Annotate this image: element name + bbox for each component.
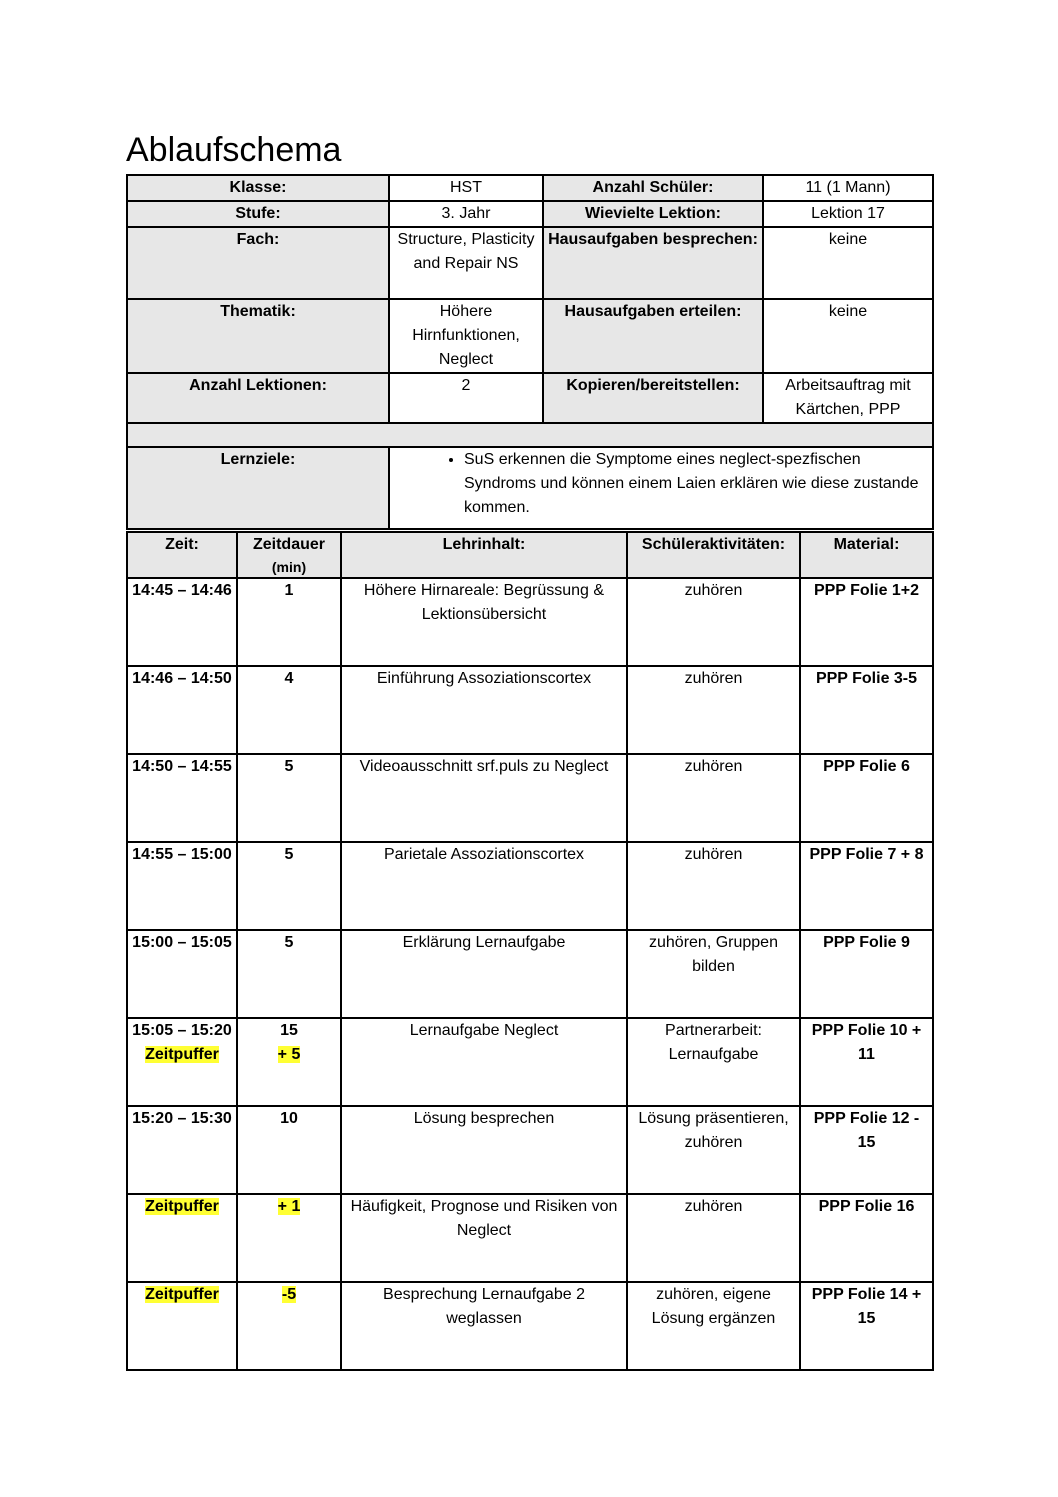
- table-row: [127, 930, 933, 1018]
- dauer-puffer: [242, 1195, 336, 1219]
- material-cell: [800, 1106, 933, 1194]
- schedule-header-row: [127, 532, 933, 578]
- zeit-text: 15:00 – 15:05: [132, 934, 232, 951]
- schueleraktivitaet-cell: [627, 1106, 800, 1194]
- dauer-puffer-text: + 5: [277, 1046, 301, 1063]
- zeit-cell: [127, 842, 237, 930]
- material-text: PPP Folie 16: [818, 1198, 915, 1215]
- zeit-text: 14:45 – 14:46: [132, 582, 232, 599]
- zeitpuffer-label: [132, 1283, 232, 1307]
- schueleraktivitaet-cell: [627, 666, 800, 754]
- schueleraktivitaet-text: zuhören, eigene Lösung ergänzen: [651, 1286, 776, 1327]
- row-spacer: [127, 423, 933, 447]
- material-text: PPP Folie 1+2: [813, 582, 920, 599]
- schueleraktivitaet-text: zuhören: [684, 582, 743, 599]
- material-text: PPP Folie 9: [823, 934, 910, 951]
- row-anzahl-lektionen: [127, 373, 933, 423]
- lehrinhalt-cell: [341, 842, 627, 930]
- row-thematik: [127, 299, 933, 373]
- zeitpuffer-label: [132, 1043, 232, 1067]
- anzahl-lektionen-label: Anzahl Lektionen:: [127, 373, 389, 423]
- schueleraktivitaet-text: zuhören: [684, 670, 743, 687]
- hausaufgaben-besprechen-value: keine: [763, 227, 933, 299]
- kopieren-value: Arbeitsauftrag mit Kärtchen, PPP: [763, 373, 933, 423]
- schueleraktivitaet-text: Partnerarbeit: Lernaufgabe: [665, 1022, 762, 1063]
- zeitpuffer-label: [132, 1195, 232, 1219]
- col-schueleraktivitaeten: Schüleraktivitäten:: [627, 532, 800, 578]
- zeitdauer-cell: [237, 930, 341, 1018]
- table-row: [127, 1106, 933, 1194]
- lehrinhalt-cell: [341, 666, 627, 754]
- dauer-puffer-text: -5: [281, 1286, 297, 1303]
- dauer-text: 15: [280, 1022, 298, 1039]
- material-text: PPP Folie 7 + 8: [809, 846, 924, 863]
- schueleraktivitaet-cell: [627, 578, 800, 666]
- row-fach: [127, 227, 933, 299]
- zeit-cell: [127, 930, 237, 1018]
- schueleraktivitaet-cell: [627, 930, 800, 1018]
- lehrinhalt-cell: [341, 1106, 627, 1194]
- schueleraktivitaet-text: zuhören: [684, 1198, 743, 1215]
- zeit-cell: [127, 754, 237, 842]
- row-lernziele: [127, 447, 933, 529]
- lehrinhalt-text: Höhere Hirnareale: Begrüssung & Lektionsübersicht: [363, 582, 605, 623]
- dauer-text: 5: [284, 934, 294, 951]
- material-text: PPP Folie 3-5: [815, 670, 918, 687]
- material-cell: [800, 666, 933, 754]
- lehrinhalt-cell: [341, 754, 627, 842]
- lesson-info-table: [126, 174, 934, 530]
- schedule-body: [127, 578, 933, 1370]
- zeitpuffer-label-text: Zeitpuffer: [145, 1046, 219, 1063]
- zeitdauer-cell: [237, 1106, 341, 1194]
- zeit-text: 14:46 – 14:50: [132, 670, 232, 687]
- dauer-text: 4: [284, 670, 294, 687]
- dauer-text: 10: [280, 1110, 298, 1127]
- material-cell: [800, 930, 933, 1018]
- lernziele-list: [394, 448, 928, 520]
- table-row: [127, 842, 933, 930]
- table-row: [127, 666, 933, 754]
- lehrinhalt-cell: [341, 930, 627, 1018]
- schueleraktivitaet-text: zuhören: [684, 758, 743, 775]
- material-text: PPP Folie 6: [823, 758, 910, 775]
- material-cell: [800, 842, 933, 930]
- schueleraktivitaet-text: zuhören: [684, 846, 743, 863]
- lernziele-label: Lernziele:: [127, 447, 389, 529]
- zeitdauer-cell: [237, 666, 341, 754]
- table-row: [127, 754, 933, 842]
- zeitdauer-cell: [237, 842, 341, 930]
- material-text: PPP Folie 10 + 11: [811, 1022, 922, 1063]
- klasse-label: Klasse:: [127, 175, 389, 201]
- lektion-label: Wievielte Lektion:: [543, 201, 763, 227]
- zeit-cell: [127, 666, 237, 754]
- lehrinhalt-cell: [341, 1194, 627, 1282]
- fach-value: Structure, Plasticity and Repair NS: [389, 227, 543, 299]
- col-lehrinhalt: Lehrinhalt:: [341, 532, 627, 578]
- anzahl-lektionen-value: 2: [389, 373, 543, 423]
- schueleraktivitaet-cell: [627, 754, 800, 842]
- material-text: PPP Folie 14 + 15: [811, 1286, 922, 1327]
- dauer-text: 5: [284, 846, 294, 863]
- zeitpuffer-label-text: Zeitpuffer: [145, 1286, 219, 1303]
- dauer-puffer-text: + 1: [277, 1198, 301, 1215]
- schueleraktivitaet-cell: [627, 1018, 800, 1106]
- zeit-text: 15:20 – 15:30: [132, 1110, 232, 1127]
- page-title: Ablaufschema: [126, 131, 342, 169]
- klasse-value: HST: [389, 175, 543, 201]
- row-stufe: [127, 201, 933, 227]
- col-zeit: Zeit:: [127, 532, 237, 578]
- table-row: [127, 1282, 933, 1370]
- thematik-value: Höhere Hirnfunktionen, Neglect: [389, 299, 543, 373]
- hausaufgaben-erteilen-value: keine: [763, 299, 933, 373]
- lernziele-value: [389, 447, 933, 529]
- lehrinhalt-cell: [341, 1018, 627, 1106]
- material-cell: [800, 1194, 933, 1282]
- schueleraktivitaet-cell: [627, 1282, 800, 1370]
- hausaufgaben-erteilen-label: Hausaufgaben erteilen:: [543, 299, 763, 373]
- zeit-cell: [127, 1106, 237, 1194]
- anzahl-schueler-value: 11 (1 Mann): [763, 175, 933, 201]
- anzahl-schueler-label: Anzahl Schüler:: [543, 175, 763, 201]
- lehrinhalt-text: Einführung Assoziationscortex: [376, 670, 592, 687]
- schueleraktivitaet-text: Lösung präsentieren, zuhören: [638, 1110, 789, 1151]
- zeitdauer-cell: [237, 1194, 341, 1282]
- hausaufgaben-besprechen-label: Hausaufgaben besprechen:: [543, 227, 763, 299]
- material-cell: [800, 1018, 933, 1106]
- lehrinhalt-text: Lernaufgabe Neglect: [409, 1022, 559, 1039]
- row-klasse: [127, 175, 933, 201]
- zeitdauer-cell: [237, 1018, 341, 1106]
- zeitpuffer-label-text: Zeitpuffer: [145, 1198, 219, 1215]
- lehrinhalt-text: Erklärung Lernaufgabe: [402, 934, 566, 951]
- col-zeitdauer: [237, 532, 341, 578]
- zeitdauer-cell: [237, 754, 341, 842]
- stufe-label: Stufe:: [127, 201, 389, 227]
- table-row: [127, 578, 933, 666]
- zeit-cell: [127, 1282, 237, 1370]
- lehrinhalt-text: Parietale Assoziationscortex: [383, 846, 585, 863]
- zeit-text: 14:55 – 15:00: [132, 846, 232, 863]
- schueleraktivitaet-cell: [627, 1194, 800, 1282]
- zeitdauer-cell: [237, 578, 341, 666]
- zeit-cell: [127, 1194, 237, 1282]
- lehrinhalt-text: Häufigkeit, Prognose und Risiken von Neglect: [350, 1198, 618, 1239]
- dauer-text: 1: [284, 582, 294, 599]
- stufe-value: 3. Jahr: [389, 201, 543, 227]
- schedule-table: [126, 531, 934, 1371]
- dauer-puffer: [242, 1283, 336, 1307]
- lehrinhalt-cell: [341, 1282, 627, 1370]
- thematik-label: Thematik:: [127, 299, 389, 373]
- table-row: [127, 1194, 933, 1282]
- material-cell: [800, 578, 933, 666]
- schueleraktivitaet-cell: [627, 842, 800, 930]
- kopieren-label: Kopieren/bereitstellen:: [543, 373, 763, 423]
- material-cell: [800, 754, 933, 842]
- zeitdauer-cell: [237, 1282, 341, 1370]
- col-zeitdauer-unit: (min): [271, 559, 307, 575]
- col-material: Material:: [800, 532, 933, 578]
- col-zeitdauer-label: Zeitdauer: [252, 536, 325, 553]
- dauer-puffer: [242, 1043, 336, 1067]
- schueleraktivitaet-text: zuhören, Gruppen bilden: [649, 934, 778, 975]
- material-cell: [800, 1282, 933, 1370]
- spacer-cell: [127, 423, 933, 447]
- fach-label: Fach:: [127, 227, 389, 299]
- zeit-cell: [127, 578, 237, 666]
- lehrinhalt-text: Lösung besprechen: [413, 1110, 555, 1127]
- table-row: [127, 1018, 933, 1106]
- lehrinhalt-text: Besprechung Lernaufgabe 2 weglassen: [383, 1286, 585, 1327]
- zeit-text: 14:50 – 14:55: [132, 758, 232, 775]
- zeit-text: 15:05 – 15:20: [132, 1022, 232, 1039]
- dauer-text: 5: [284, 758, 294, 775]
- lektion-value: Lektion 17: [763, 201, 933, 227]
- lehrinhalt-cell: [341, 578, 627, 666]
- lernziel-item: • SuS erkennen die Symptome eines neglect-spezfischen Syndroms und können einem Laien erklären wie diese zustande kommen.: [464, 448, 928, 520]
- zeit-cell: [127, 1018, 237, 1106]
- lehrinhalt-text: Videoausschnitt srf.puls zu Neglect: [359, 758, 609, 775]
- material-text: PPP Folie 12 - 15: [813, 1110, 920, 1151]
